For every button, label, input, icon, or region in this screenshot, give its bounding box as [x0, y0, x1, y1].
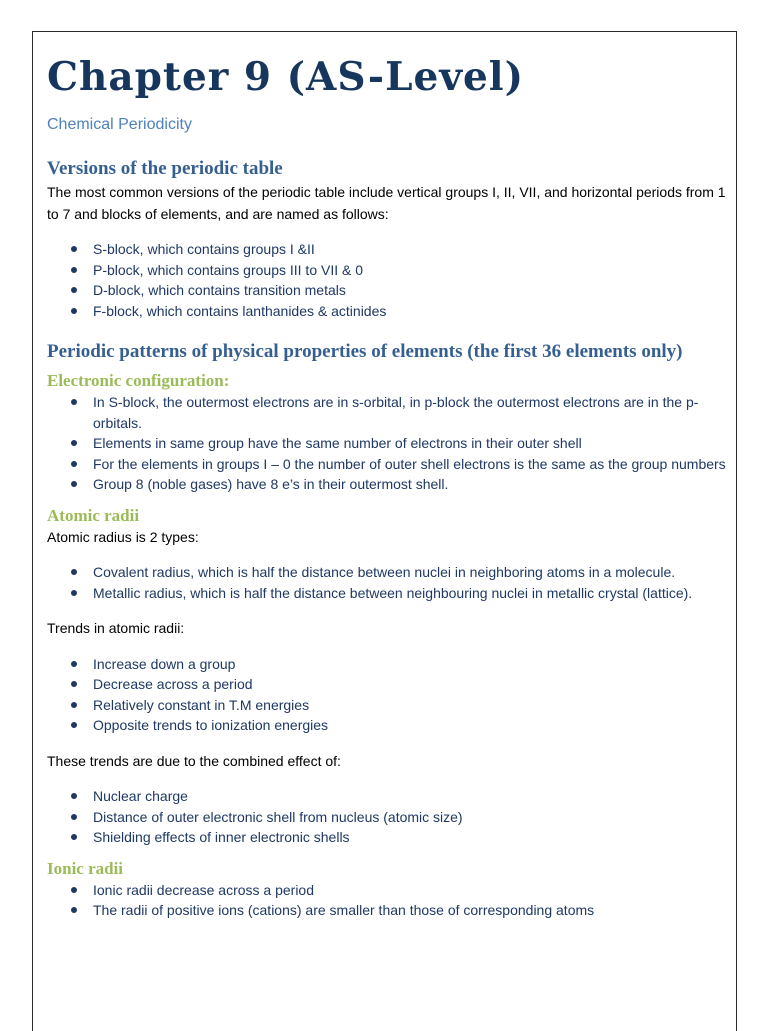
- bullet-icon: [71, 834, 77, 840]
- list-item: S-block, which contains groups I &II: [47, 239, 727, 260]
- atomic-radii-types-list: [47, 562, 727, 603]
- bullet-icon: [71, 287, 77, 293]
- list-item: Ionic radii decrease across a period: [47, 880, 727, 901]
- section-heading-electronic: Electronic configuration:: [47, 371, 230, 390]
- list-item: In S-block, the outermost electrons are in s-orbital, in p-block the outermost electrons are in the p-orbitals.: [47, 392, 727, 433]
- versions-intro: The most common versions of the periodic table include vertical groups I, II, VII, and horizontal periods from 1 to 7 and blocks of elements, and are named as follows:: [47, 184, 726, 222]
- list-item: Distance of outer electronic shell from nucleus (atomic size): [47, 807, 727, 828]
- list-item: Metallic radius, which is half the distance between neighbouring nuclei in metallic crystal (lattice).: [47, 583, 727, 604]
- page-subtitle: Chemical Periodicity: [47, 116, 192, 133]
- trends-intro: Trends in atomic radii:: [47, 620, 185, 636]
- bullet-icon: [71, 461, 77, 467]
- list-item: For the elements in groups I – 0 the number of outer shell electrons is the same as the group numbers: [47, 454, 727, 475]
- list-item: Decrease across a period: [47, 674, 727, 695]
- list-item: Covalent radius, which is half the distance between nuclei in neighboring atoms in a molecule.: [47, 562, 727, 583]
- bullet-icon: [71, 569, 77, 575]
- atomic-radii-intro: Atomic radius is 2 types:: [47, 528, 199, 545]
- list-item: F-block, which contains lanthanides & actinides: [47, 301, 727, 322]
- bullet-icon: [71, 590, 77, 596]
- causes-list: [47, 786, 727, 848]
- section-heading-patterns: Periodic patterns of physical properties of elements (the first 36 elements only): [47, 341, 683, 362]
- bullet-icon: [71, 907, 77, 913]
- section-heading-ionic-radii: Ionic radii: [47, 858, 124, 878]
- bullet-icon: [71, 399, 77, 405]
- electronic-list: [47, 392, 727, 495]
- list-item: The radii of positive ions (cations) are smaller than those of corresponding atoms: [47, 900, 727, 921]
- section-heading-atomic-radii: Atomic radii: [47, 505, 140, 525]
- bullet-icon: [71, 308, 77, 314]
- bullet-icon: [71, 481, 77, 487]
- list-item: Nuclear charge: [47, 786, 727, 807]
- list-item: Relatively constant in T.M energies: [47, 695, 727, 716]
- bullet-icon: [71, 661, 77, 667]
- bullet-icon: [71, 681, 77, 687]
- list-item: P-block, which contains groups III to VII & 0: [47, 260, 727, 281]
- bullet-icon: [71, 267, 77, 273]
- bullet-icon: [71, 887, 77, 893]
- bullet-icon: [71, 793, 77, 799]
- list-item: Elements in same group have the same number of electrons in their outer shell: [47, 433, 727, 454]
- list-item: Increase down a group: [47, 654, 727, 675]
- list-item: Shielding effects of inner electronic shells: [47, 827, 727, 848]
- section-heading-versions: Versions of the periodic table: [47, 158, 283, 179]
- bullet-icon: [71, 814, 77, 820]
- versions-list: [47, 239, 727, 321]
- document-content: [47, 50, 727, 921]
- list-item: D-block, which contains transition metals: [47, 280, 727, 301]
- bullet-icon: [71, 722, 77, 728]
- bullet-icon: [71, 440, 77, 446]
- document-page: [32, 31, 737, 1031]
- trends-list: [47, 654, 727, 736]
- bullet-icon: [71, 702, 77, 708]
- list-item: Group 8 (noble gases) have 8 e’s in their outermost shell.: [47, 474, 727, 495]
- causes-intro: These trends are due to the combined effect of:: [47, 752, 341, 769]
- list-item: Opposite trends to ionization energies: [47, 715, 727, 736]
- page-title: Chapter 9 (AS-Level): [47, 54, 525, 100]
- ionic-radii-list: [47, 880, 727, 921]
- bullet-icon: [71, 246, 77, 252]
